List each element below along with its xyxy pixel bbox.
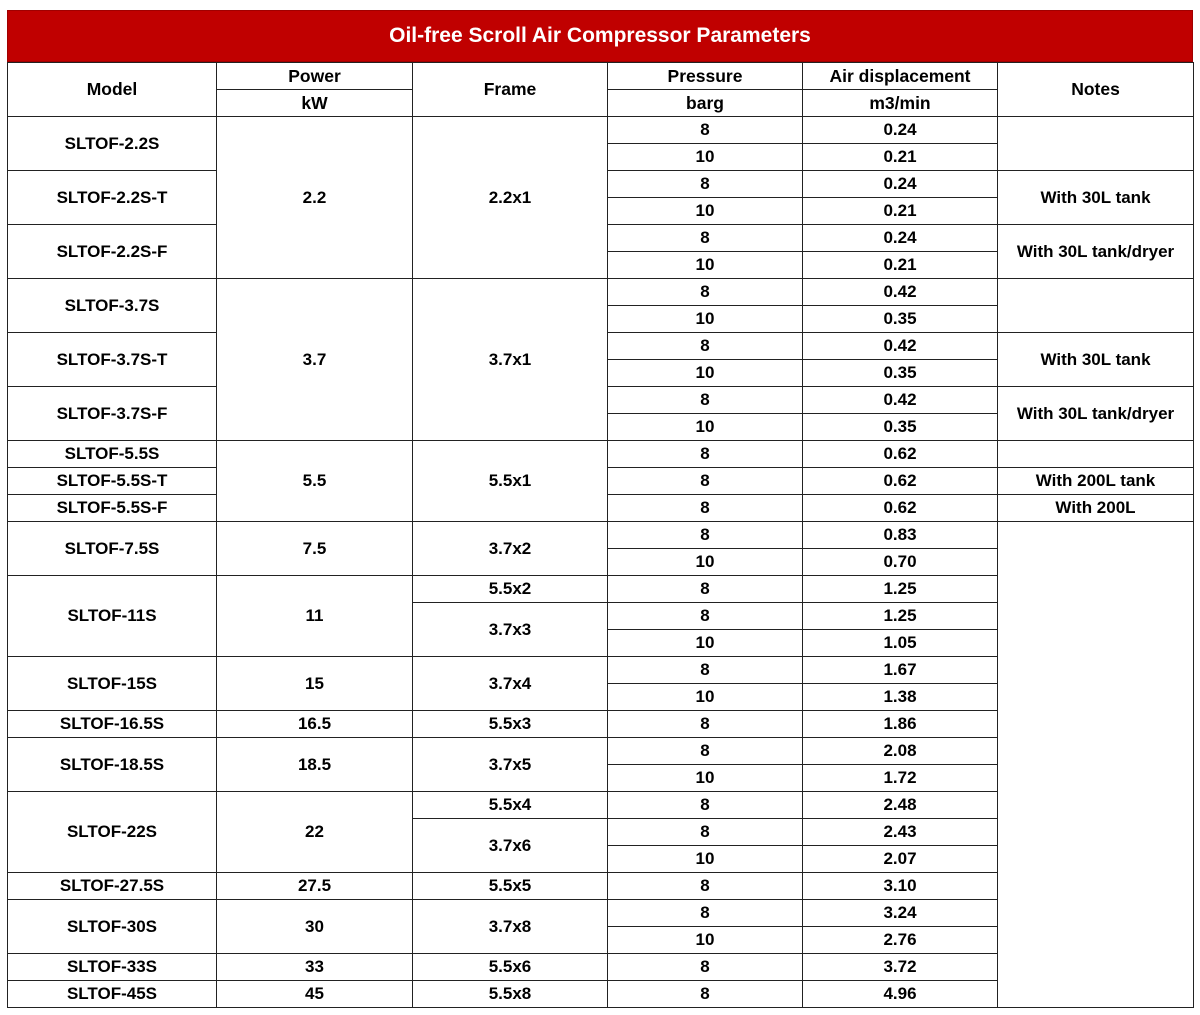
pressure-cell: 10 <box>608 630 803 657</box>
power-cell: 3.7 <box>217 279 413 441</box>
spec-sheet <box>7 10 1193 1008</box>
pressure-cell: 8 <box>608 738 803 765</box>
model-cell: SLTOF-5.5S-T <box>8 468 217 495</box>
notes-cell <box>998 522 1194 1008</box>
pressure-cell: 8 <box>608 792 803 819</box>
notes-cell <box>998 279 1194 333</box>
power-cell: 18.5 <box>217 738 413 792</box>
model-cell: SLTOF-33S <box>8 954 217 981</box>
air-displacement-cell: 0.35 <box>803 414 998 441</box>
page-title: Oil-free Scroll Air Compressor Parameters <box>7 10 1193 62</box>
pressure-cell: 10 <box>608 252 803 279</box>
air-displacement-cell: 0.70 <box>803 549 998 576</box>
pressure-cell: 10 <box>608 306 803 333</box>
air-displacement-cell: 0.21 <box>803 144 998 171</box>
air-displacement-cell: 0.42 <box>803 279 998 306</box>
pressure-cell: 8 <box>608 954 803 981</box>
frame-cell: 3.7x4 <box>413 657 608 711</box>
pressure-cell: 8 <box>608 522 803 549</box>
pressure-cell: 8 <box>608 171 803 198</box>
frame-cell: 3.7x1 <box>413 279 608 441</box>
pressure-cell: 8 <box>608 279 803 306</box>
air-displacement-cell: 0.24 <box>803 117 998 144</box>
model-cell: SLTOF-45S <box>8 981 217 1008</box>
pressure-cell: 10 <box>608 414 803 441</box>
power-cell: 15 <box>217 657 413 711</box>
air-displacement-cell: 1.38 <box>803 684 998 711</box>
pressure-cell: 8 <box>608 603 803 630</box>
frame-cell: 5.5x8 <box>413 981 608 1008</box>
model-cell: SLTOF-2.2S-F <box>8 225 217 279</box>
pressure-cell: 8 <box>608 387 803 414</box>
model-cell: SLTOF-3.7S-T <box>8 333 217 387</box>
frame-cell: 3.7x2 <box>413 522 608 576</box>
power-cell: 2.2 <box>217 117 413 279</box>
model-cell: SLTOF-7.5S <box>8 522 217 576</box>
air-displacement-cell: 0.21 <box>803 252 998 279</box>
model-cell: SLTOF-18.5S <box>8 738 217 792</box>
frame-cell: 5.5x4 <box>413 792 608 819</box>
pressure-cell: 10 <box>608 360 803 387</box>
air-displacement-cell: 2.76 <box>803 927 998 954</box>
power-cell: 27.5 <box>217 873 413 900</box>
pressure-cell: 10 <box>608 144 803 171</box>
pressure-cell: 8 <box>608 981 803 1008</box>
power-cell: 7.5 <box>217 522 413 576</box>
notes-cell: With 30L tank/dryer <box>998 387 1194 441</box>
air-displacement-cell: 0.24 <box>803 171 998 198</box>
frame-cell: 3.7x8 <box>413 900 608 954</box>
pressure-cell: 8 <box>608 873 803 900</box>
air-displacement-cell: 1.25 <box>803 576 998 603</box>
model-cell: SLTOF-5.5S <box>8 441 217 468</box>
table-row <box>8 522 1194 549</box>
notes-cell: With 200L <box>998 495 1194 522</box>
table-row <box>8 117 1194 144</box>
pressure-cell: 8 <box>608 576 803 603</box>
model-cell: SLTOF-3.7S <box>8 279 217 333</box>
header-power: Power <box>217 63 413 90</box>
model-cell: SLTOF-30S <box>8 900 217 954</box>
notes-cell: With 30L tank/dryer <box>998 225 1194 279</box>
pressure-cell: 10 <box>608 198 803 225</box>
air-displacement-cell: 0.35 <box>803 306 998 333</box>
model-cell: SLTOF-27.5S <box>8 873 217 900</box>
pressure-cell: 8 <box>608 225 803 252</box>
pressure-cell: 10 <box>608 927 803 954</box>
header-notes: Notes <box>998 63 1194 117</box>
air-displacement-cell: 1.25 <box>803 603 998 630</box>
header-air-unit: m3/min <box>803 90 998 117</box>
frame-cell: 3.7x5 <box>413 738 608 792</box>
pressure-cell: 10 <box>608 765 803 792</box>
header-pressure-unit: barg <box>608 90 803 117</box>
air-displacement-cell: 3.72 <box>803 954 998 981</box>
air-displacement-cell: 1.86 <box>803 711 998 738</box>
pressure-cell: 10 <box>608 684 803 711</box>
frame-cell: 5.5x1 <box>413 441 608 522</box>
frame-cell: 3.7x6 <box>413 819 608 873</box>
frame-cell: 3.7x3 <box>413 603 608 657</box>
power-cell: 5.5 <box>217 441 413 522</box>
model-cell: SLTOF-2.2S-T <box>8 171 217 225</box>
power-cell: 30 <box>217 900 413 954</box>
air-displacement-cell: 0.35 <box>803 360 998 387</box>
pressure-cell: 8 <box>608 333 803 360</box>
air-displacement-cell: 0.62 <box>803 441 998 468</box>
notes-cell: With 30L tank <box>998 333 1194 387</box>
air-displacement-cell: 2.07 <box>803 846 998 873</box>
frame-cell: 5.5x6 <box>413 954 608 981</box>
header-power-unit: kW <box>217 90 413 117</box>
pressure-cell: 8 <box>608 468 803 495</box>
air-displacement-cell: 2.43 <box>803 819 998 846</box>
header-model: Model <box>8 63 217 117</box>
air-displacement-cell: 0.24 <box>803 225 998 252</box>
pressure-cell: 8 <box>608 117 803 144</box>
air-displacement-cell: 0.62 <box>803 468 998 495</box>
table-row <box>8 441 1194 468</box>
notes-cell <box>998 441 1194 468</box>
pressure-cell: 10 <box>608 846 803 873</box>
air-displacement-cell: 3.24 <box>803 900 998 927</box>
air-displacement-cell: 0.83 <box>803 522 998 549</box>
parameters-table <box>7 62 1194 1008</box>
pressure-cell: 8 <box>608 711 803 738</box>
air-displacement-cell: 1.72 <box>803 765 998 792</box>
notes-cell: With 30L tank <box>998 171 1194 225</box>
table-header <box>8 63 1194 117</box>
table-row <box>8 279 1194 306</box>
air-displacement-cell: 1.67 <box>803 657 998 684</box>
power-cell: 11 <box>217 576 413 657</box>
frame-cell: 2.2x1 <box>413 117 608 279</box>
model-cell: SLTOF-5.5S-F <box>8 495 217 522</box>
power-cell: 45 <box>217 981 413 1008</box>
model-cell: SLTOF-11S <box>8 576 217 657</box>
air-displacement-cell: 0.42 <box>803 333 998 360</box>
air-displacement-cell: 0.21 <box>803 198 998 225</box>
frame-cell: 5.5x5 <box>413 873 608 900</box>
pressure-cell: 10 <box>608 549 803 576</box>
air-displacement-cell: 0.62 <box>803 495 998 522</box>
air-displacement-cell: 2.48 <box>803 792 998 819</box>
header-air-displacement: Air displacement <box>803 63 998 90</box>
model-cell: SLTOF-2.2S <box>8 117 217 171</box>
frame-cell: 5.5x3 <box>413 711 608 738</box>
air-displacement-cell: 4.96 <box>803 981 998 1008</box>
header-pressure: Pressure <box>608 63 803 90</box>
model-cell: SLTOF-16.5S <box>8 711 217 738</box>
pressure-cell: 8 <box>608 819 803 846</box>
power-cell: 33 <box>217 954 413 981</box>
pressure-cell: 8 <box>608 900 803 927</box>
pressure-cell: 8 <box>608 441 803 468</box>
table-body <box>8 117 1194 1008</box>
air-displacement-cell: 0.42 <box>803 387 998 414</box>
pressure-cell: 8 <box>608 657 803 684</box>
air-displacement-cell: 3.10 <box>803 873 998 900</box>
air-displacement-cell: 2.08 <box>803 738 998 765</box>
pressure-cell: 8 <box>608 495 803 522</box>
model-cell: SLTOF-15S <box>8 657 217 711</box>
notes-cell <box>998 117 1194 171</box>
power-cell: 22 <box>217 792 413 873</box>
model-cell: SLTOF-3.7S-F <box>8 387 217 441</box>
header-frame: Frame <box>413 63 608 117</box>
air-displacement-cell: 1.05 <box>803 630 998 657</box>
frame-cell: 5.5x2 <box>413 576 608 603</box>
power-cell: 16.5 <box>217 711 413 738</box>
model-cell: SLTOF-22S <box>8 792 217 873</box>
notes-cell: With 200L tank <box>998 468 1194 495</box>
